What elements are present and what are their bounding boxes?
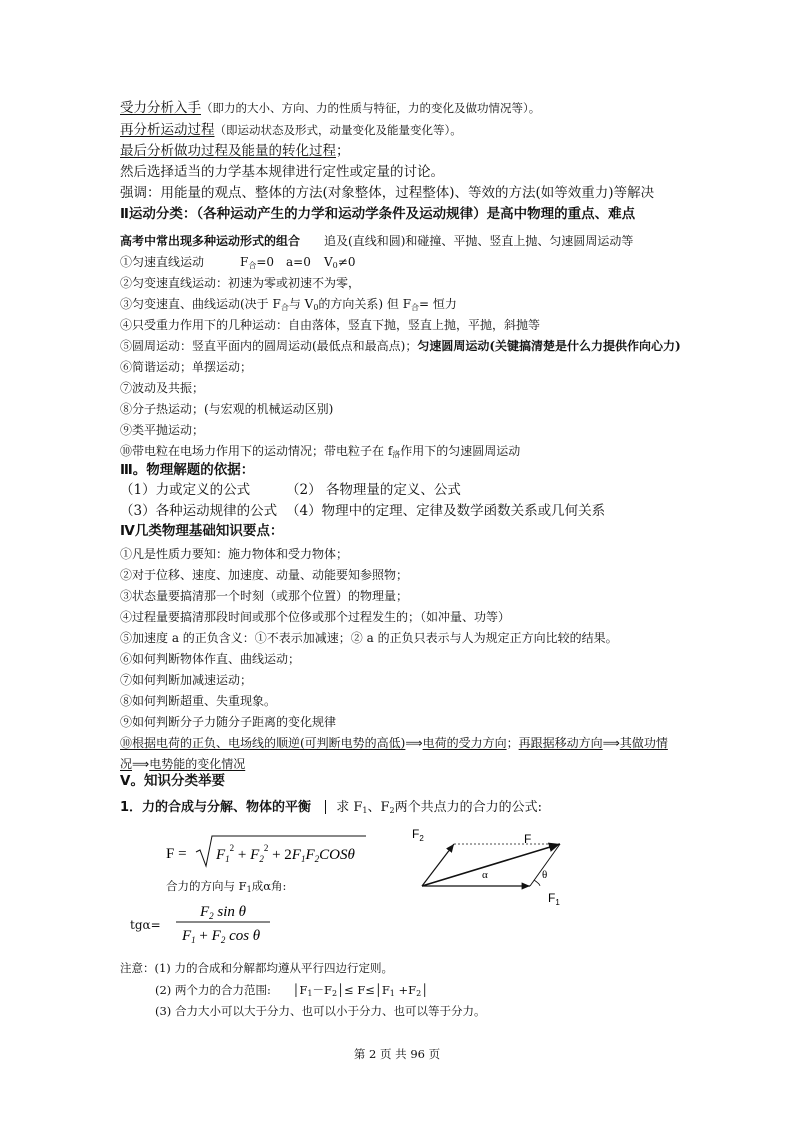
theta-arc — [534, 880, 540, 886]
analysis-step-motion: 再分析运动过程 — [120, 122, 215, 138]
motion-item-4: ④只受重力作用下的几种运动：自由落体，竖直下抛，竖直上抛，平抛，斜抛等 — [120, 318, 541, 332]
solving-basis-heading: Ⅲ。物理解题的依据： — [120, 462, 255, 478]
motion-item-3: ③匀变速直、曲线运动(决于 $F_合$与 $V_0$的方向关系) 但 $F_合=$ 恒力 — [120, 297, 457, 312]
knowledge-item-2: ②对于位移、速度、加速度、动量、动能要知参照物； — [120, 568, 409, 582]
knowledge-item-10: ⑩根据电荷的正负、电场线的顺逆(可判断电势的高低)⟹电荷的受力方向；再跟据移动方向⟹其做功情 — [120, 736, 668, 750]
fraction-denominator: $F_1 + F_2$ cos θ — [182, 928, 261, 945]
knowledge-item-5: ⑤加速度 a 的正负含义：①不表示加减速；② a 的正负只表示与人为规定正方向比较的结果。 — [120, 631, 618, 645]
knowledge-item-1: ①凡是性质力要知：施力物体和受力物体； — [120, 547, 349, 561]
basic-knowledge-heading: Ⅳ几类物理基础知识要点： — [120, 523, 284, 539]
label-f1: $F_1$ — [548, 891, 560, 906]
motion-classification-heading: Ⅱ运动分类：（各种运动产生的力学和运动学条件及运动规律）是高中物理的重点、难点 — [120, 206, 636, 222]
force-f2-vector — [422, 844, 454, 886]
implies-arrow-icon: ⟹ — [405, 736, 423, 750]
label-f: F — [524, 832, 532, 846]
basis-row-2: （3）各种运动规律的公式 （4）物理中的定理、定律及数学函数关系或几何关系 — [120, 503, 606, 519]
analysis-line-2: 再分析运动过程（即运动状态及形式，动量变化及能量变化等）。 — [120, 122, 462, 138]
formula-radicand: $F_1^2 + F_2^2 + 2F_1F_2COS\theta$ — [216, 843, 355, 864]
resultant-force-vector — [422, 844, 560, 886]
knowledge-item-9: ⑨如何判断分子力随分子距离的变化规律 — [120, 715, 337, 729]
analysis-step-work: 最后分析做功过程及能量的转化过程 — [120, 143, 336, 159]
motion-item-5: ⑤圆周运动：竖直平面内的圆周运动(最低点和最高点)；匀速圆周运动(关键搞清楚是什么力提供作向心力) — [120, 339, 681, 353]
formula-lhs: F = — [166, 846, 187, 862]
implies-arrow-icon: ⟹ — [602, 736, 620, 750]
analysis-line-5: 强调：用能量的观点、整体的方法(对象整体，过程整体)、等效的方法(如等效重力)等解决 — [120, 185, 655, 201]
motion-item-6: ⑥简谐运动；单摆运动； — [120, 360, 253, 374]
motion-item-8: ⑧分子热运动；(与宏观的机械运动区别) — [120, 402, 334, 416]
label-f2: $F_2$ — [412, 827, 424, 843]
tg-alpha-fraction — [174, 898, 274, 946]
analysis-line-4: 然后选择适当的力学基本规律进行定性或定量的讨论。 — [120, 164, 444, 180]
note-1: 注意：(1) 力的合成和分解都均遵从平行四边行定则。 — [120, 961, 393, 975]
fraction-numerator: $F_2$ sin θ — [200, 904, 247, 921]
page-number-footer: 第 2 页 共 96 页 — [353, 1047, 441, 1061]
tg-alpha-lhs: tgα= — [130, 918, 161, 932]
implies-arrow-icon: ⟹ — [132, 757, 150, 771]
motion-item-1: ①匀速直线运动 $F_合=0$ a=0 $V_0\ne 0$ — [120, 255, 356, 270]
resultant-direction-text: 合力的方向与 $F_1$成α角: — [166, 879, 287, 894]
basis-row-1: （1）力或定义的公式 （2） 各物理量的定义、公式 — [120, 482, 461, 498]
resultant-force-formula — [166, 832, 371, 872]
knowledge-item-3: ③状态量要搞清那一个时刻（或那个位置）的物理量； — [120, 589, 409, 603]
knowledge-item-8: ⑧如何判断超重、失重现象。 — [120, 694, 277, 708]
knowledge-examples-heading: V。知识分类举要 — [120, 773, 225, 789]
knowledge-item-7: ⑦如何判断加减速运动； — [120, 673, 253, 687]
analysis-line-3: 最后分析做功过程及能量的转化过程； — [120, 143, 350, 159]
force-composition-line: 1．力的合成与分解、物体的平衡 求 $F_1$、$F_2$两个共点力的合力的公式: — [120, 800, 542, 815]
analysis-line-1: 受力分析入手（即力的大小、方向、力的性质与特征，力的变化及做功情况等）。 — [120, 100, 541, 116]
note-2: (2) 两个力的合力范围: $│F_1-F_2│\le$ $F\le│F_1$ $+F_2│$ — [155, 983, 429, 998]
motion-item-2: ②匀变速直线运动：初速为零或初速不为零， — [120, 276, 361, 290]
motion-item-10: ⑩带电粒在电场力作用下的运动情况；带电粒子在 $f_洛$作用下的匀速圆周运动 — [120, 444, 521, 459]
label-theta: θ — [542, 869, 548, 881]
knowledge-item-4: ④过程量要搞清那段时间或那个位侈或那个过程发生的；（如冲量、功等） — [120, 610, 511, 624]
motion-item-9: ⑨类平抛运动； — [120, 423, 205, 437]
analysis-step-force: 受力分析入手 — [120, 100, 201, 116]
force-parallelogram-diagram — [410, 826, 580, 906]
label-alpha: α — [482, 869, 488, 881]
motion-item-7: ⑦波动及共振； — [120, 381, 205, 395]
knowledge-item-10-cont: 况⟹电势能的变化情况 — [120, 757, 246, 771]
knowledge-item-6: ⑥如何判断物体作直、曲线运动； — [120, 652, 301, 666]
exam-combination-line: 高考中常出现多种运动形式的组合 追及(直线和圆)和碰撞、平抛、竖直上抛、匀速圆周运动等 — [120, 234, 634, 248]
note-3: (3) 合力大小可以大于分力、也可以小于分力、也可以等于分力。 — [155, 1004, 486, 1018]
